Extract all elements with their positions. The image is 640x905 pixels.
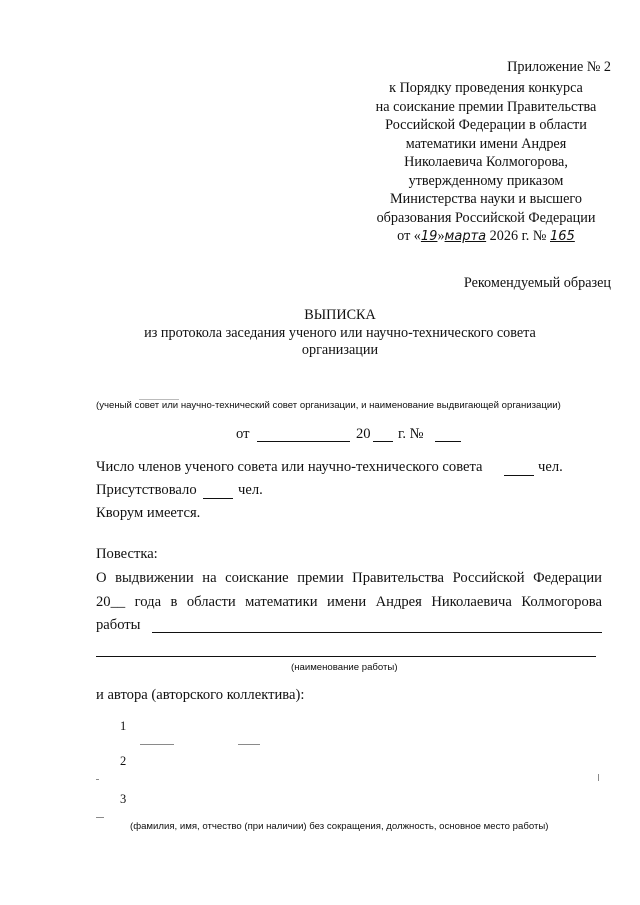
work-fill-line-2[interactable] <box>96 656 596 657</box>
appendix-line: математики имени Андрея <box>405 135 567 152</box>
faint-scan-mark <box>238 744 260 745</box>
members-fill-line[interactable] <box>504 475 534 476</box>
document-subtitle-cont: организации <box>301 342 379 358</box>
date-fill-line[interactable] <box>257 441 350 442</box>
agenda-title: Повестка: <box>96 546 158 562</box>
appendix-line: Николаевича Колмогорова, <box>404 154 568 170</box>
authors-intro: и автора (авторского коллектива): <box>96 687 305 703</box>
recommended-sample-label: Рекомендуемый образец <box>463 275 611 291</box>
date-from-label: от <box>236 426 250 442</box>
handwritten-day: 19 <box>420 229 438 244</box>
author-number-1: 1 <box>120 719 127 733</box>
document-subtitle: из протокола заседания ученого или научно-технического совета <box>144 324 536 341</box>
appendix-line: на соискание премии Правительства <box>375 98 597 115</box>
present-fill-line[interactable] <box>203 498 233 499</box>
number-fill-line[interactable] <box>435 441 461 442</box>
handwritten-order-number: 165 <box>550 229 575 244</box>
appendix-title: Приложение № 2 <box>507 59 611 75</box>
document-heading <box>100 307 580 360</box>
handwritten-month: марта <box>444 229 487 244</box>
work-caption: (наименование работы) <box>291 662 398 673</box>
faint-scan-mark <box>140 744 174 745</box>
appendix-line: Министерства науки и высшего <box>390 191 582 207</box>
present-label: Присутствовало <box>96 482 197 498</box>
author-fill-line-3[interactable] <box>131 806 601 807</box>
faint-scan-mark <box>96 817 104 818</box>
author-fill-line-2[interactable] <box>131 768 601 769</box>
year-fill-line[interactable] <box>373 441 393 442</box>
appendix-line: Российской Федерации в области <box>385 117 587 133</box>
appendix-reference <box>355 79 617 247</box>
author-fill-line-1[interactable] <box>131 733 601 734</box>
members-unit: чел. <box>538 459 563 475</box>
faint-scan-mark <box>598 774 599 781</box>
appendix-line: к Порядку проведения конкурса <box>389 80 583 96</box>
appendix-line: утвержденному приказом <box>408 172 564 189</box>
appendix-line: образования Российской Федерации <box>376 209 596 226</box>
authors-caption: (фамилия, имя, отчество (при наличии) без сокращения, должность, основное место работы) <box>130 821 549 832</box>
quorum-text: Кворум имеется. <box>96 505 201 521</box>
document-title: ВЫПИСКА <box>304 307 376 323</box>
work-label: работы <box>96 617 141 633</box>
agenda-line-1: О выдвижении на соискание премии Правительства Российской Федерации <box>96 570 602 586</box>
agenda-line-2: 20__ года в области математики имени Андрея Николаевича Колмогорова <box>96 594 602 610</box>
order-date-line: от «19»марта 2026 г. № 165 <box>397 228 575 244</box>
number-label: г. № <box>398 426 424 442</box>
present-unit: чел. <box>238 482 263 498</box>
faint-scan-mark <box>96 779 99 780</box>
author-number-2: 2 <box>120 754 127 768</box>
members-count-label: Число членов ученого совета или научно-технического совета <box>96 459 483 475</box>
council-caption: (ученый совет или научно-технический совет организации, и наименование выдвигающей организации) <box>96 400 561 411</box>
work-fill-line-1[interactable] <box>152 632 602 633</box>
year-prefix: 20 <box>356 426 371 442</box>
author-number-3: 3 <box>120 792 127 806</box>
